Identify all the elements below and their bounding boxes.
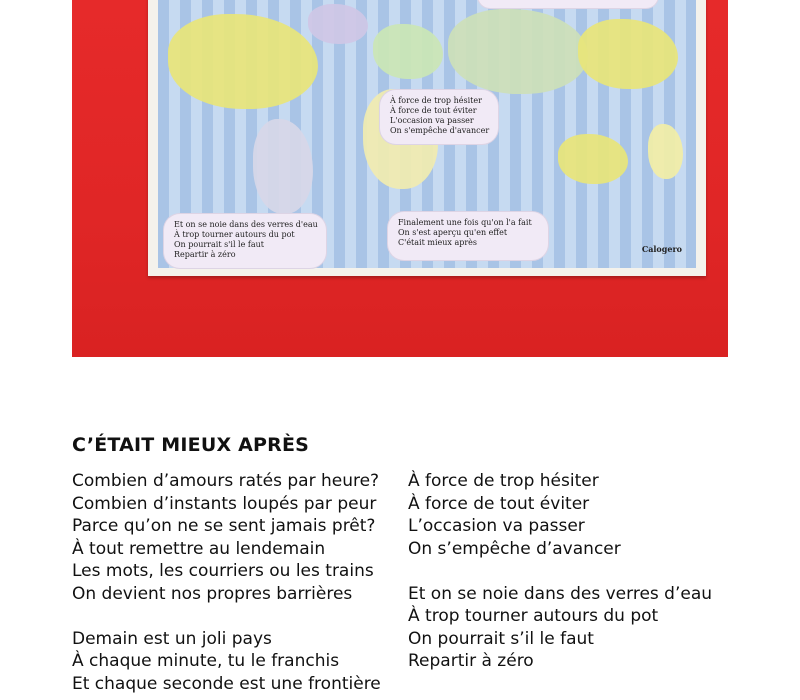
time-zone-map — [158, 0, 696, 268]
bubble-line: L'occasion va passer — [390, 116, 474, 125]
bubble-line: On pourrait s'il le faut — [174, 240, 264, 249]
verse-line: À force de trop hésiter — [408, 471, 599, 491]
land-europe — [373, 24, 443, 79]
bubble-line: À force de trop hésiter — [390, 96, 482, 105]
lyrics-bubble-top — [478, 0, 658, 8]
land-australia — [558, 134, 628, 184]
lyrics-bubble-bottom-left — [164, 214, 326, 268]
verse-line: À force de tout éviter — [408, 493, 590, 514]
land-greenland — [308, 4, 368, 44]
stanza-gap — [72, 605, 402, 628]
verse-line: Les mots, les courriers ou les trains — [72, 561, 374, 581]
land-east-asia — [578, 19, 678, 89]
bubble-line: On s'est aperçu qu'en effet — [398, 228, 508, 237]
land-pacific-island — [648, 124, 683, 179]
bubble-line: Finalement une fois qu'on l'a fait — [398, 218, 532, 227]
verse-line: L’occasion va passer — [408, 516, 585, 536]
verse-line: Demain est un joli pays — [72, 628, 272, 649]
verse-line: À chaque minute, tu le franchis — [72, 651, 340, 671]
land-asia — [448, 9, 588, 94]
poster-photo — [72, 0, 728, 357]
bubble-line: On s'empêche d'avancer — [390, 126, 490, 135]
world-map-poster — [148, 0, 706, 276]
verse-line: Parce qu’on ne se sent jamais prêt? — [72, 516, 376, 536]
verse-line: Et on se noie dans des verres d’eau — [408, 583, 713, 604]
land-south-america — [253, 119, 313, 214]
poem-left-column — [72, 470, 402, 695]
bubble-line: À force de tout éviter — [390, 106, 477, 115]
land-north-america — [168, 14, 318, 109]
verse-line: À tout remettre au lendemain — [72, 538, 326, 559]
bubble-line — [488, 0, 648, 2]
verse-line: On s’empêche d’avancer — [408, 538, 621, 559]
poem-title: C’ÉTAIT MIEUX APRÈS — [72, 434, 310, 456]
bubble-line: Et on se noie dans des verres d'eau — [174, 220, 318, 229]
verse-line: À trop tourner autours du pot — [408, 606, 659, 626]
verse-line: Combien d’instants loupés par peur — [72, 493, 377, 514]
bubble-line: À trop tourner autours du pot — [174, 230, 295, 239]
verse-line: Combien d’amours ratés par heure? — [72, 471, 380, 491]
verse-line: On pourrait s’il le faut — [408, 628, 594, 649]
bubble-line: C'était mieux après — [398, 238, 477, 247]
lyrics-bubble-middle — [380, 90, 498, 144]
poem-right-column — [408, 470, 738, 673]
stanza-gap — [408, 560, 738, 583]
verse-line: On devient nos propres barrières — [72, 583, 353, 604]
bubble-line: Repartir à zéro — [174, 250, 236, 259]
verse-line: Et chaque seconde est une frontière — [72, 673, 381, 694]
verse-line: Repartir à zéro — [408, 651, 534, 671]
lyrics-bubble-bottom-right — [388, 212, 548, 260]
artist-signature: Calogero — [641, 244, 682, 254]
